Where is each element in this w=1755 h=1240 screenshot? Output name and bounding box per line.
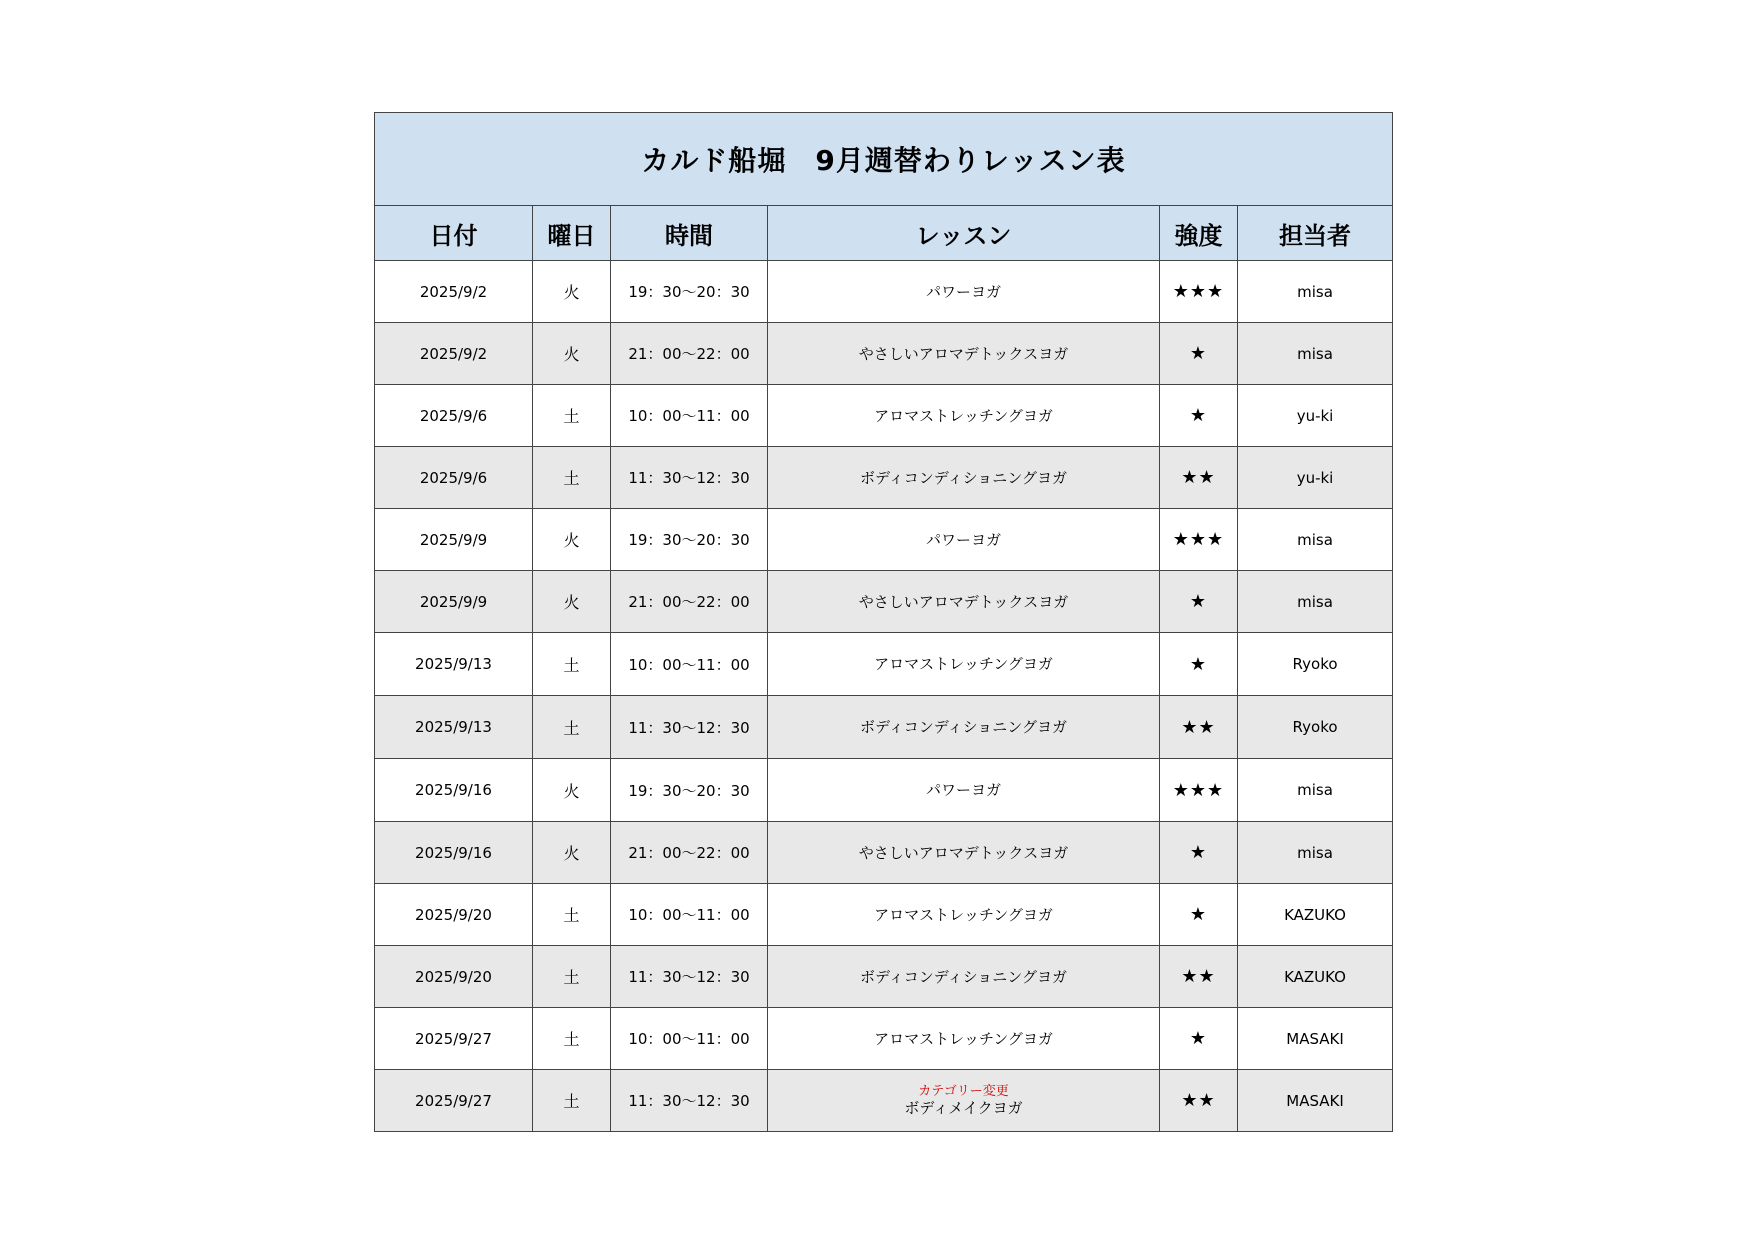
lesson-name: ボディメイクヨガ bbox=[904, 1099, 1023, 1117]
table-row bbox=[375, 261, 1393, 323]
table-row bbox=[375, 946, 1393, 1008]
lesson-cell bbox=[768, 884, 1160, 946]
lesson-name: パワーヨガ bbox=[925, 781, 1001, 799]
time-cell: 10：00〜11：00 bbox=[611, 884, 768, 946]
page-title: カルド船堀 9月週替わりレッスン表 bbox=[375, 113, 1393, 206]
lesson-name: アロマストレッチングヨガ bbox=[874, 655, 1053, 673]
lesson-name: やさしいアロマデトックスヨガ bbox=[858, 843, 1069, 862]
time-cell: 21：00〜22：00 bbox=[611, 571, 768, 633]
intensity-cell: ★★★ bbox=[1160, 509, 1238, 571]
time-cell: 19：30〜20：30 bbox=[611, 509, 768, 571]
intensity-cell: ★ bbox=[1160, 571, 1238, 633]
schedule-sheet bbox=[374, 112, 1392, 1132]
lesson-cell bbox=[768, 633, 1160, 696]
date-cell: 2025/9/16 bbox=[375, 822, 533, 884]
intensity-cell: ★ bbox=[1160, 385, 1238, 447]
lesson-cell bbox=[768, 447, 1160, 509]
lesson-schedule-table bbox=[374, 112, 1393, 1132]
lesson-name: やさしいアロマデトックスヨガ bbox=[858, 344, 1069, 363]
intensity-cell: ★★ bbox=[1160, 946, 1238, 1008]
table-row bbox=[375, 759, 1393, 822]
date-cell: 2025/9/27 bbox=[375, 1008, 533, 1070]
table-row bbox=[375, 1070, 1393, 1132]
date-cell: 2025/9/13 bbox=[375, 633, 533, 696]
instructor-cell: misa bbox=[1238, 509, 1393, 571]
weekday-cell: 土 bbox=[533, 1008, 611, 1070]
weekday-cell: 火 bbox=[533, 571, 611, 633]
weekday-cell: 土 bbox=[533, 1070, 611, 1132]
weekday-cell: 火 bbox=[533, 261, 611, 323]
header-time: 時間 bbox=[611, 206, 768, 261]
date-cell: 2025/9/13 bbox=[375, 696, 533, 759]
instructor-cell: misa bbox=[1238, 323, 1393, 385]
instructor-cell: Ryoko bbox=[1238, 696, 1393, 759]
table-row bbox=[375, 447, 1393, 509]
weekday-cell: 火 bbox=[533, 822, 611, 884]
schedule-body bbox=[375, 261, 1393, 1132]
lesson-cell bbox=[768, 571, 1160, 633]
time-cell: 10：00〜11：00 bbox=[611, 1008, 768, 1070]
header-intensity: 強度 bbox=[1160, 206, 1238, 261]
table-row bbox=[375, 822, 1393, 884]
table-row bbox=[375, 884, 1393, 946]
instructor-cell: MASAKI bbox=[1238, 1070, 1393, 1132]
header-row bbox=[375, 206, 1393, 261]
time-cell: 21：00〜22：00 bbox=[611, 822, 768, 884]
time-cell: 19：30〜20：30 bbox=[611, 759, 768, 822]
instructor-cell: Ryoko bbox=[1238, 633, 1393, 696]
lesson-name: やさしいアロマデトックスヨガ bbox=[858, 592, 1069, 611]
lesson-name: ボディコンディショニングヨガ bbox=[859, 718, 1067, 736]
lesson-name: ボディコンディショニングヨガ bbox=[859, 967, 1067, 986]
time-cell: 10：00〜11：00 bbox=[611, 385, 768, 447]
date-cell: 2025/9/20 bbox=[375, 884, 533, 946]
instructor-cell: misa bbox=[1238, 759, 1393, 822]
date-cell: 2025/9/20 bbox=[375, 946, 533, 1008]
intensity-cell: ★★ bbox=[1160, 1070, 1238, 1132]
lesson-cell bbox=[768, 509, 1160, 571]
lesson-cell bbox=[768, 385, 1160, 447]
table-row bbox=[375, 633, 1393, 696]
date-cell: 2025/9/9 bbox=[375, 509, 533, 571]
table-row bbox=[375, 385, 1393, 447]
lesson-name: アロマストレッチングヨガ bbox=[874, 905, 1053, 924]
date-cell: 2025/9/27 bbox=[375, 1070, 533, 1132]
lesson-cell bbox=[768, 759, 1160, 822]
intensity-cell: ★★ bbox=[1160, 447, 1238, 509]
weekday-cell: 火 bbox=[533, 509, 611, 571]
time-cell: 11：30〜12：30 bbox=[611, 696, 768, 759]
lesson-cell bbox=[768, 1008, 1160, 1070]
lesson-cell bbox=[768, 822, 1160, 884]
weekday-cell: 火 bbox=[533, 759, 611, 822]
date-cell: 2025/9/16 bbox=[375, 759, 533, 822]
instructor-cell: misa bbox=[1238, 571, 1393, 633]
time-cell: 11：30〜12：30 bbox=[611, 946, 768, 1008]
instructor-cell: MASAKI bbox=[1238, 1008, 1393, 1070]
weekday-cell: 土 bbox=[533, 447, 611, 509]
table-row bbox=[375, 571, 1393, 633]
date-cell: 2025/9/2 bbox=[375, 323, 533, 385]
intensity-cell: ★ bbox=[1160, 1008, 1238, 1070]
lesson-name: ボディコンディショニングヨガ bbox=[859, 468, 1067, 487]
title-row bbox=[375, 113, 1393, 206]
time-cell: 11：30〜12：30 bbox=[611, 1070, 768, 1132]
time-cell: 11：30〜12：30 bbox=[611, 447, 768, 509]
intensity-cell: ★ bbox=[1160, 884, 1238, 946]
lesson-name: パワーヨガ bbox=[925, 282, 1001, 301]
intensity-cell: ★★ bbox=[1160, 696, 1238, 759]
table-row bbox=[375, 1008, 1393, 1070]
weekday-cell: 土 bbox=[533, 385, 611, 447]
instructor-cell: KAZUKO bbox=[1238, 946, 1393, 1008]
weekday-cell: 火 bbox=[533, 323, 611, 385]
table-row bbox=[375, 323, 1393, 385]
time-cell: 21：00〜22：00 bbox=[611, 323, 768, 385]
header-instructor: 担当者 bbox=[1238, 206, 1393, 261]
weekday-cell: 土 bbox=[533, 946, 611, 1008]
table-row bbox=[375, 509, 1393, 571]
lesson-cell bbox=[768, 323, 1160, 385]
intensity-cell: ★★★ bbox=[1160, 261, 1238, 323]
time-cell: 10：00〜11：00 bbox=[611, 633, 768, 696]
weekday-cell: 土 bbox=[533, 696, 611, 759]
weekday-cell: 土 bbox=[533, 884, 611, 946]
category-change-note: カテゴリー変更 bbox=[918, 1084, 1009, 1099]
intensity-cell: ★ bbox=[1160, 822, 1238, 884]
instructor-cell: KAZUKO bbox=[1238, 884, 1393, 946]
header-date: 日付 bbox=[375, 206, 533, 261]
instructor-cell: misa bbox=[1238, 822, 1393, 884]
date-cell: 2025/9/6 bbox=[375, 447, 533, 509]
lesson-name: アロマストレッチングヨガ bbox=[874, 1029, 1053, 1048]
lesson-cell bbox=[768, 1070, 1160, 1132]
time-cell: 19：30〜20：30 bbox=[611, 261, 768, 323]
lesson-cell bbox=[768, 696, 1160, 759]
header-weekday: 曜日 bbox=[533, 206, 611, 261]
header-lesson: レッスン bbox=[768, 206, 1160, 261]
weekday-cell: 土 bbox=[533, 633, 611, 696]
instructor-cell: yu-ki bbox=[1238, 447, 1393, 509]
intensity-cell: ★★★ bbox=[1160, 759, 1238, 822]
date-cell: 2025/9/9 bbox=[375, 571, 533, 633]
lesson-cell bbox=[768, 946, 1160, 1008]
table-row bbox=[375, 696, 1393, 759]
lesson-cell bbox=[768, 261, 1160, 323]
date-cell: 2025/9/6 bbox=[375, 385, 533, 447]
instructor-cell: yu-ki bbox=[1238, 385, 1393, 447]
date-cell: 2025/9/2 bbox=[375, 261, 533, 323]
instructor-cell: misa bbox=[1238, 261, 1393, 323]
intensity-cell: ★ bbox=[1160, 323, 1238, 385]
lesson-name: パワーヨガ bbox=[925, 530, 1001, 549]
lesson-name: アロマストレッチングヨガ bbox=[874, 406, 1053, 425]
intensity-cell: ★ bbox=[1160, 633, 1238, 696]
